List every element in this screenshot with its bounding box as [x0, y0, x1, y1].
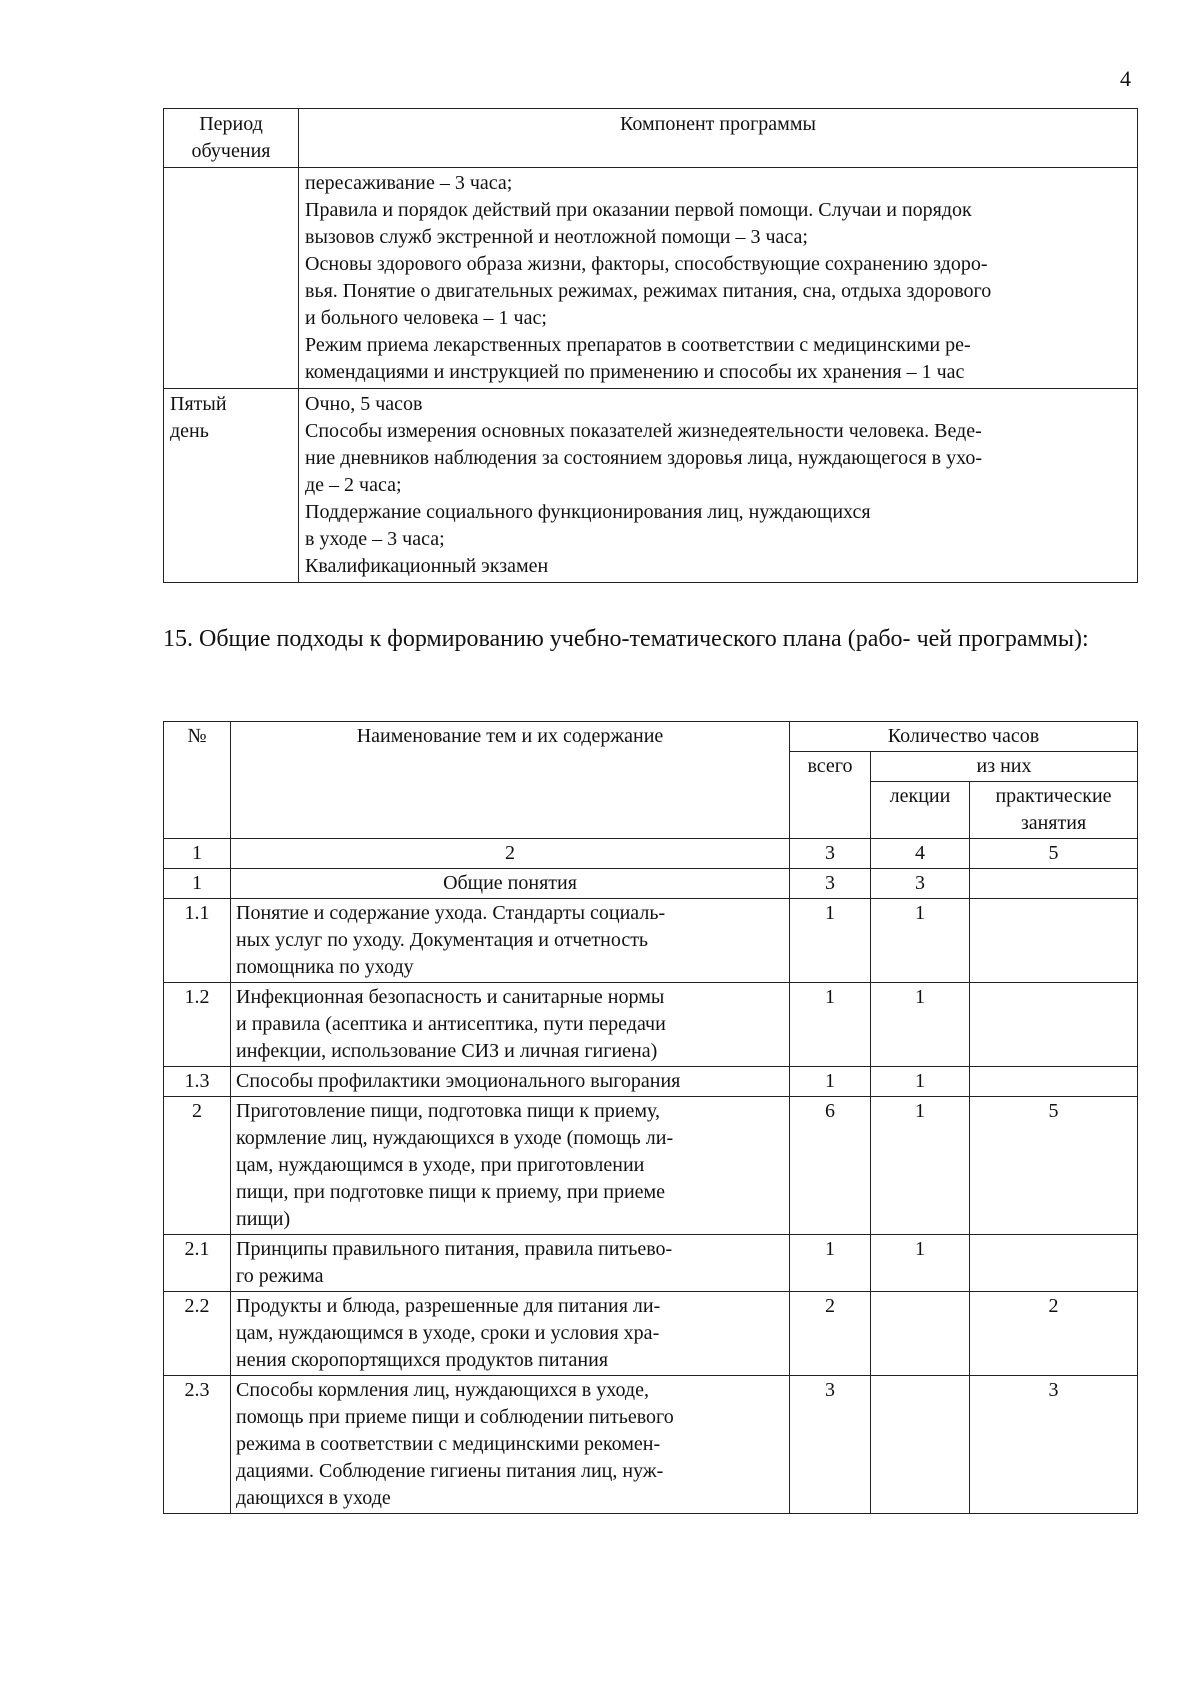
program-table: [163, 108, 1138, 583]
component-line: де – 2 часа;: [305, 474, 402, 496]
period-cell: [164, 168, 299, 389]
row-number: 2.2: [164, 1292, 231, 1376]
row-number: 2.1: [164, 1235, 231, 1292]
name-header: Наименование тем и их содержание: [231, 722, 790, 839]
component-line: комендациями и инструкцией по применению и способы их хранения – 1 час: [305, 361, 965, 383]
topic-name: [231, 983, 790, 1067]
component-line: Правила и порядок действий при оказании первой помощи. Случаи и порядок: [305, 199, 972, 221]
component-header: Компонент программы: [299, 109, 1138, 168]
column-number: 5: [970, 839, 1138, 869]
section-heading: [163, 624, 1138, 655]
topic-name: [231, 899, 790, 983]
total-header: всего: [790, 752, 871, 839]
column-number-row: [164, 839, 1138, 869]
row-number: 2.3: [164, 1376, 231, 1514]
row-number: 1.1: [164, 899, 231, 983]
row-number: 1: [164, 869, 231, 899]
topic-name-line: го режима: [236, 1265, 324, 1287]
component-line: и больного человека – 1 час;: [305, 307, 547, 329]
section-heading-line: 15. Общие подходы к формированию учебно-тематического плана (рабо-: [163, 626, 911, 652]
row-number: 2: [164, 1097, 231, 1235]
topic-name: [231, 869, 790, 899]
table-row: [164, 1292, 1138, 1376]
topic-name-line: Способы кормления лиц, нуждающихся в уходе,: [236, 1379, 649, 1401]
period-line: день: [170, 420, 209, 442]
topic-name: [231, 1097, 790, 1235]
practice-hours: 3: [970, 1376, 1138, 1514]
period-header-line: Период: [199, 113, 263, 135]
component-line: пересаживание – 3 часа;: [305, 172, 513, 194]
practice-header-line: практические: [995, 785, 1112, 807]
period-header-line: обучения: [191, 140, 271, 162]
topic-name: [231, 1376, 790, 1514]
component-line: вья. Понятие о двигательных режимах, режимах питания, сна, отдыха здорового: [305, 280, 992, 302]
practice-hours: [970, 983, 1138, 1067]
topic-name-line: цам, нуждающимся в уходе, при приготовлении: [236, 1154, 645, 1176]
component-line: Способы измерения основных показателей жизнедеятельности человека. Веде-: [305, 420, 982, 442]
practice-hours: [970, 1235, 1138, 1292]
row-number: 1.3: [164, 1067, 231, 1097]
topic-name-line: и правила (асептика и антисептика, пути передачи: [236, 1013, 666, 1035]
table-row: [164, 1097, 1138, 1235]
topic-name-line: Принципы правильного питания, правила питьево-: [236, 1238, 673, 1260]
section-heading-line: чей программы):: [916, 626, 1089, 652]
page-number: 4: [1120, 66, 1131, 91]
period-cell: [164, 389, 299, 583]
topic-name: [231, 1067, 790, 1097]
total-hours: 1: [790, 1067, 871, 1097]
topic-name-line: Понятие и содержание ухода. Стандарты социаль-: [236, 902, 666, 924]
table-row: [164, 899, 1138, 983]
column-number: 4: [871, 839, 970, 869]
topic-name-line: пищи, при подготовке пищи к приему, при приеме: [236, 1181, 666, 1203]
practice-header-line: занятия: [1020, 812, 1087, 834]
component-line: Режим приема лекарственных препаратов в соответствии с медицинскими ре-: [305, 334, 971, 356]
practice-header: [970, 782, 1138, 839]
lecture-hours: 1: [871, 1097, 970, 1235]
program-row: [164, 389, 1138, 583]
topic-name-line: кормление лиц, нуждающихся в уходе (помощь ли-: [236, 1127, 674, 1149]
topic-name-line: помощь при приеме пищи и соблюдении питьевого: [236, 1406, 674, 1428]
component-line: ние дневников наблюдения за состоянием здоровья лица, нуждающегося в ухо-: [305, 447, 983, 469]
topic-name-line: помощника по уходу: [236, 956, 414, 978]
practice-hours: 2: [970, 1292, 1138, 1376]
total-hours: 1: [790, 1235, 871, 1292]
component-line: в уходе – 3 часа;: [305, 528, 445, 550]
total-hours: 2: [790, 1292, 871, 1376]
table-row: [164, 983, 1138, 1067]
practice-hours: [970, 899, 1138, 983]
hours-header: Количество часов: [790, 722, 1138, 752]
plan-table-body: [164, 869, 1138, 1514]
topic-name-line: Приготовление пищи, подготовка пищи к приему,: [236, 1100, 661, 1122]
lecture-hours: 3: [871, 869, 970, 899]
topic-name-line: режима в соответствии с медицинскими рекомен-: [236, 1433, 661, 1455]
table-row: [164, 869, 1138, 899]
topic-name: [231, 1235, 790, 1292]
row-number: 1.2: [164, 983, 231, 1067]
topic-name-line: инфекции, использование СИЗ и личная гигиена): [236, 1040, 658, 1062]
lecture-hours: 1: [871, 1067, 970, 1097]
column-number: 1: [164, 839, 231, 869]
column-number: 2: [231, 839, 790, 869]
topic-name-line: цам, нуждающимся в уходе, сроки и условия хра-: [236, 1322, 660, 1344]
column-number: 3: [790, 839, 871, 869]
topic-name-line: дациями. Соблюдение гигиены питания лиц, нуж-: [236, 1460, 664, 1482]
table-row: [164, 1376, 1138, 1514]
lectures-header: лекции: [871, 782, 970, 839]
topic-name-line: нения скоропортящихся продуктов питания: [236, 1349, 609, 1371]
topic-name-line: Общие понятия: [443, 872, 577, 894]
component-line: Поддержание социального функционирования лиц, нуждающихся: [305, 501, 871, 523]
table-row: [164, 1235, 1138, 1292]
num-header: №: [164, 722, 231, 839]
total-hours: 6: [790, 1097, 871, 1235]
period-line: Пятый: [170, 393, 227, 415]
of-them-header: из них: [871, 752, 1138, 782]
topic-name: [231, 1292, 790, 1376]
total-hours: 1: [790, 983, 871, 1067]
topic-name-line: Инфекционная безопасность и санитарные нормы: [236, 986, 665, 1008]
topic-name-line: ных услуг по уходу. Документация и отчетность: [236, 929, 649, 951]
component-line: вызовов служб экстренной и неотложной помощи – 3 часа;: [305, 226, 808, 248]
component-line: Очно, 5 часов: [305, 393, 423, 415]
lecture-hours: [871, 1376, 970, 1514]
component-cell: [299, 389, 1138, 583]
component-line: Квалификационный экзамен: [305, 555, 549, 577]
topic-name-line: пищи): [236, 1208, 291, 1230]
total-hours: 1: [790, 899, 871, 983]
component-line: Основы здорового образа жизни, факторы, способствующие сохранению здоро-: [305, 253, 988, 275]
practice-hours: [970, 1067, 1138, 1097]
lecture-hours: [871, 1292, 970, 1376]
practice-hours: 5: [970, 1097, 1138, 1235]
topic-name-line: Продукты и блюда, разрешенные для питания ли-: [236, 1295, 661, 1317]
plan-header-row: [164, 722, 1138, 752]
lecture-hours: 1: [871, 899, 970, 983]
lecture-hours: 1: [871, 983, 970, 1067]
program-row: [164, 168, 1138, 389]
practice-hours: [970, 869, 1138, 899]
table-row: [164, 1067, 1138, 1097]
component-cell: [299, 168, 1138, 389]
period-header: [164, 109, 299, 168]
program-table-header: [164, 109, 1138, 168]
topic-name-line: дающихся в уходе: [236, 1487, 391, 1509]
plan-table: [163, 721, 1138, 1514]
total-hours: 3: [790, 869, 871, 899]
lecture-hours: 1: [871, 1235, 970, 1292]
total-hours: 3: [790, 1376, 871, 1514]
topic-name-line: Способы профилактики эмоционального выгорания: [236, 1070, 681, 1092]
